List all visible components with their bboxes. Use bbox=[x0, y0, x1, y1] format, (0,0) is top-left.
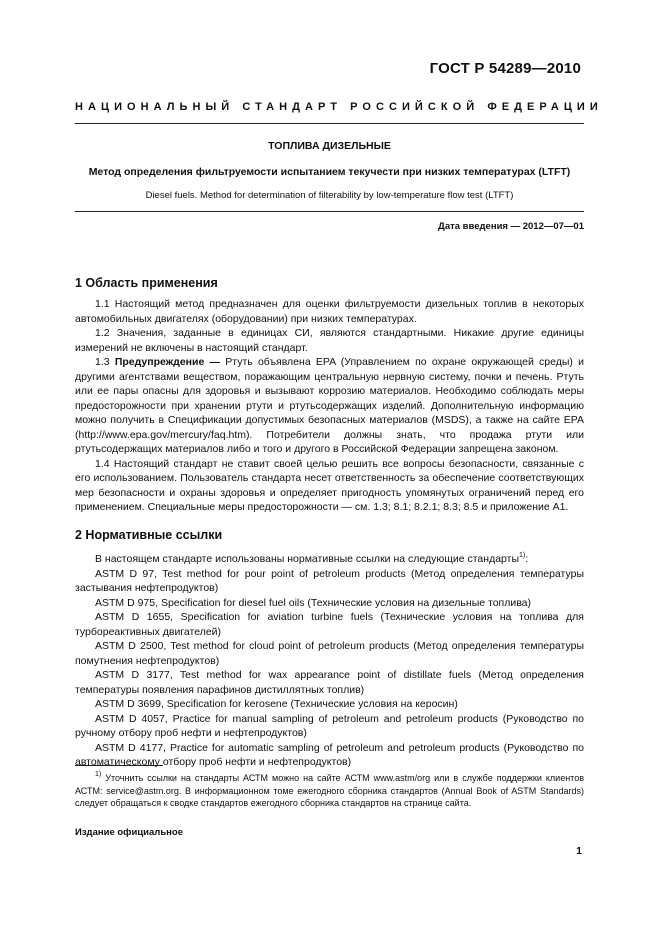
top-divider bbox=[75, 123, 584, 124]
national-standard-banner: НАЦИОНАЛЬНЫЙ СТАНДАРТ РОССИЙСКОЙ ФЕДЕРАЦИИ bbox=[75, 101, 603, 113]
footnote-ref: 1) bbox=[519, 551, 526, 559]
reference-item: ASTM D 97, Test method for pour point of petroleum products (Метод определения температуры застывания нефтепродуктов) bbox=[75, 567, 584, 594]
page-number: 1 bbox=[576, 845, 582, 857]
references-intro-end: : bbox=[525, 553, 529, 565]
paragraph-1-1: 1.1 Настоящий метод предназначен для оценки фильтруемости дизельных топлив в некоторых автомобильных двигателях (оборудовании) при низких температурах. bbox=[75, 298, 584, 325]
section-2-heading: 2 Нормативные ссылки bbox=[75, 528, 223, 542]
footnote bbox=[75, 772, 584, 810]
paragraph-1-2: 1.2 Значения, заданные в единицах СИ, являются стандартными. Никакие другие единицы измерений не включены в настоящий стандарт. bbox=[75, 327, 584, 354]
footnote-divider bbox=[75, 765, 163, 766]
reference-item: ASTM D 4057, Practice for manual sampling of petroleum and petroleum products (Руководство по ручному отбору проб нефти и нефтепродуктов) bbox=[75, 712, 584, 739]
standard-number: ГОСТ Р 54289—2010 bbox=[429, 60, 581, 77]
document-title: ТОПЛИВА ДИЗЕЛЬНЫЕ bbox=[268, 140, 391, 152]
title-divider bbox=[75, 211, 584, 212]
document-subtitle: Метод определения фильтруемости испытанием текучести при низких температурах (LTFT) bbox=[88, 166, 571, 178]
reference-item: ASTM D 4177, Practice for automatic sampling of petroleum and petroleum products (Руководство по автоматическому отбору проб нефти и нефтепродуктов) bbox=[75, 741, 584, 768]
reference-item: ASTM D 975, Specification for diesel fuel oils (Технические условия на дизельные топлива) bbox=[95, 596, 532, 609]
warning-label: Предупреждение — bbox=[114, 356, 221, 368]
paragraph-1-3 bbox=[75, 355, 584, 457]
warning-text: Ртуть объявлена EPA (Управлением по охране окружающей среды) и другими агентствами веществом, поражающим центральную нервную систему, почки и печень. Ртуть или ее пары опасны для здоровья и вызывают коррозию материалов. Необходимо соблюдать меры предосторожности при хранении ртути и ртутьсодержащих изделий. Дополнительную информацию можно получить в Спецификации допустимых безопасных материалов (MSDS), а также на сайте EPA (http://www.epa.gov/mercury/faq.htm). Потребители должны знать, что продажа ртути или ртутьсодержащих материалов либо и того и другого в Российской Федерации запрещена законом. bbox=[75, 356, 585, 455]
reference-item: ASTM D 2500, Test method for cloud point of petroleum products (Метод определения температуры помутнения нефтепродуктов) bbox=[75, 640, 584, 667]
references-intro-text: В настоящем стандарте использованы нормативные ссылки на следующие стандарты bbox=[95, 553, 520, 565]
footnote-text: Уточнить ссылки на стандарты АСТМ можно на сайте АСТМ www.astm/org или в службе поддержки клиентов АСТМ: service@astm.org. В информационном томе ежегодного сборника стандартов (Annual Book of ASTM Standards) следует обращаться к сводке стандартов ежегодного сборника стандартов на странице сайта. bbox=[75, 773, 584, 808]
reference-item: ASTM D 3177, Test method for wax appearance point of distillate fuels (Метод определения температуры появления парафинов дистиллятных топлив) bbox=[75, 669, 584, 696]
reference-item: ASTM D 3699, Specification for kerosene (Технические условия на керосин) bbox=[95, 698, 458, 710]
references-intro bbox=[75, 552, 584, 567]
section-1-body bbox=[75, 297, 584, 515]
footnote-text-block bbox=[75, 772, 584, 810]
english-title: Diesel fuels. Method for determination of filterability by low-temperature flow test (LTFT) bbox=[145, 190, 514, 201]
paragraph-number: 1.3 bbox=[95, 356, 110, 368]
footnote-mark: 1) bbox=[95, 771, 102, 778]
introduction-date: Дата введения — 2012—07—01 bbox=[438, 221, 584, 232]
official-edition-label: Издание официальное bbox=[75, 827, 183, 838]
reference-item: ASTM D 1655, Specification for aviation turbine fuels (Технические условия на топлива для турбореактивных двигателей) bbox=[75, 611, 584, 638]
section-1-heading: 1 Область применения bbox=[75, 276, 218, 290]
section-2-body bbox=[75, 552, 584, 770]
paragraph-1-4: 1.4 Настоящий стандарт не ставит своей целью решить все вопросы безопасности, связанные с его использованием. Пользователь стандарта несет ответственность за обеспечение соответствующих мер безопасности и охраны здоровья и определяет пригодность упомянутых ограничений перед его применением. Специальные меры предосторожности — см. 1.3; 8.1; 8.2.1; 8.3; 8.5 и приложение А1. bbox=[75, 457, 584, 513]
